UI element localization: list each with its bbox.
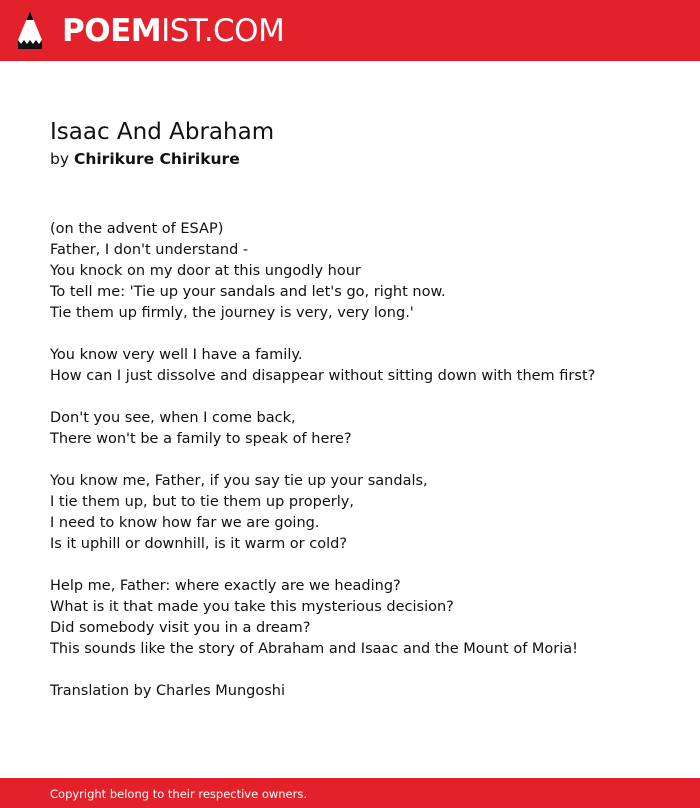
- poem-line: Is it uphill or downhill, is it warm or cold?: [50, 536, 348, 552]
- stanza: [50, 576, 680, 660]
- poem-line: What is it that made you take this mysterious decision?: [50, 599, 454, 615]
- logo-bold-part: POEM: [62, 13, 162, 49]
- poem-line: Help me, Father: where exactly are we heading?: [50, 578, 401, 594]
- poem-line: This sounds like the story of Abraham and Isaac and the Mount of Moria!: [50, 641, 578, 657]
- site-header: [0, 0, 700, 61]
- byline: [50, 149, 240, 169]
- stanza: [50, 408, 680, 450]
- stanza: [50, 681, 680, 702]
- copyright-notice: Copyright belong to their respective owners.: [50, 787, 308, 801]
- stanza: [50, 219, 680, 324]
- poem-line: Don't you see, when I come back,: [50, 410, 296, 426]
- poem-line: You know very well I have a family.: [50, 347, 303, 363]
- poem-line: Did somebody visit you in a dream?: [50, 620, 311, 636]
- poem-line: You knock on my door at this ungodly hour: [50, 263, 361, 279]
- poem-body: [50, 219, 680, 702]
- stanza-gap: [50, 450, 680, 471]
- poem-line: Translation by Charles Mungoshi: [50, 683, 286, 699]
- poem-line: You know me, Father, if you say tie up your sandals,: [50, 473, 428, 489]
- poem-line: I tie them up, but to tie them up properly,: [50, 494, 354, 510]
- poem-line: To tell me: 'Tie up your sandals and let's go, right now.: [50, 284, 446, 300]
- site-footer: [0, 778, 700, 808]
- pencil-tip-icon[interactable]: [17, 10, 43, 50]
- stanza-gap: [50, 387, 680, 408]
- stanza-gap: [50, 324, 680, 345]
- stanza: [50, 471, 680, 555]
- poem-line: (on the advent of ESAP): [50, 221, 224, 237]
- logo-light-part: IST.COM: [161, 13, 285, 49]
- stanza-gap: [50, 660, 680, 681]
- by-label: by: [50, 150, 70, 168]
- poem-line: Father, I don't understand -: [50, 242, 249, 258]
- author-name: Chirikure Chirikure: [73, 150, 240, 168]
- site-logo[interactable]: [62, 11, 284, 51]
- stanza: [50, 345, 680, 387]
- poem-line: There won't be a family to speak of here?: [50, 431, 352, 447]
- poem-line: I need to know how far we are going.: [50, 515, 320, 531]
- poem-title: Isaac And Abraham: [50, 119, 275, 145]
- stanza-gap: [50, 555, 680, 576]
- poem-line: Tie them up firmly, the journey is very, very long.': [50, 305, 414, 321]
- poem-line: How can I just dissolve and disappear without sitting down with them first?: [50, 368, 596, 384]
- pencil-lead: [26, 11, 33, 20]
